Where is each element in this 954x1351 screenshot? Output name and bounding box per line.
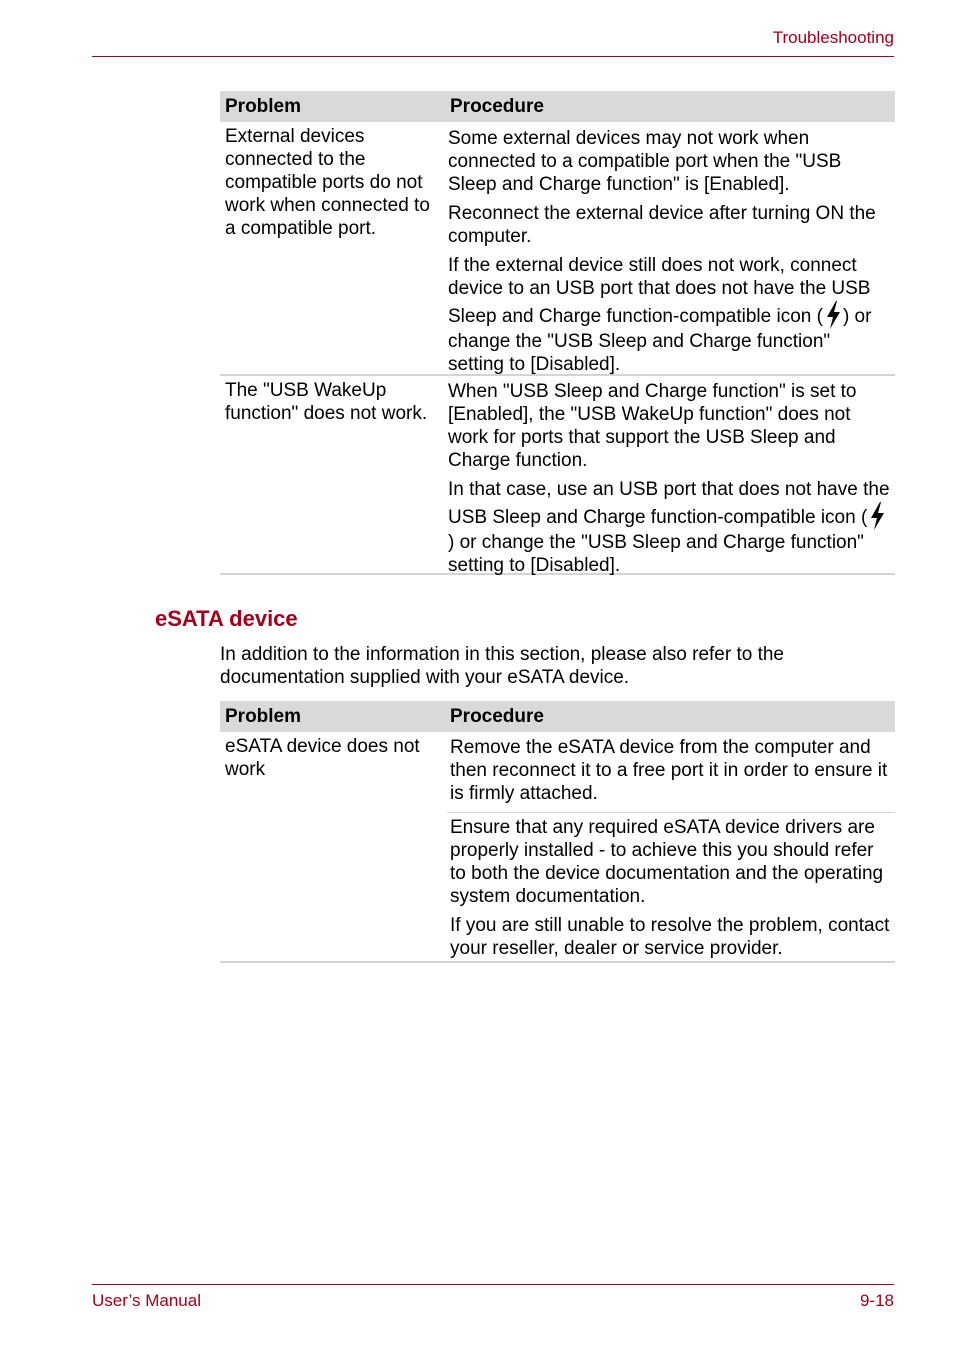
table-row: [220, 376, 895, 575]
table-row: [220, 122, 895, 376]
procedure-text-part: ) or change the "USB Sleep and Charge function" setting to [Disabled].: [448, 306, 872, 375]
footer-manual-title: User’s Manual: [92, 1291, 201, 1310]
procedure-cell: [445, 122, 895, 374]
esata-troubleshooting-table: [220, 701, 895, 963]
procedure-text: When "USB Sleep and Charge function" is set to [Enabled], the "USB WakeUp function" does not work for ports that support the USB Sleep and Charge function.: [448, 381, 857, 471]
column-header-problem: Problem: [225, 96, 302, 117]
lightning-bolt-icon: [867, 501, 887, 531]
procedure-subsection: [447, 812, 895, 966]
column-header-problem: Problem: [225, 706, 302, 727]
procedure-text: Ensure that any required eSATA device drivers are properly installed - to achieve this you should refer to both the device documentation and the operating system documentation.: [450, 817, 884, 907]
procedure-cell: [445, 732, 895, 961]
procedure-text: [445, 478, 895, 583]
table-header: [220, 701, 895, 732]
procedure-text-part: ) or change the "USB Sleep and Charge function" setting to [Disabled].: [448, 532, 864, 576]
procedure-cell: [445, 376, 895, 576]
procedure-text: [445, 254, 895, 382]
column-header-procedure: Procedure: [450, 96, 544, 117]
section-intro: In addition to the information in this section, please also refer to the documentation supplied with your eSATA device.: [220, 644, 784, 688]
procedure-text: Some external devices may not work when connected to a compatible port when the "USB Sleep and Charge function" is [Enabled].: [448, 128, 842, 195]
procedure-text: If you are still unable to resolve the problem, contact your reseller, dealer or service provider.: [450, 915, 890, 959]
table-row: [220, 732, 895, 963]
procedure-text-part: If the external device still does not work, connect device to an USB port that does not have the USB Sleep and Charge function-compatible icon (: [448, 255, 871, 327]
procedure-text: Remove the eSATA device from the computer and then reconnect it to a free port it in order to ensure it is firmly attached.: [450, 737, 888, 804]
running-header: Troubleshooting: [772, 28, 894, 47]
problem-cell: External devices connected to the compatible ports do not work when connected to a compatible port.: [225, 126, 430, 239]
column-header-procedure: Procedure: [450, 706, 544, 727]
problem-cell: eSATA device does not work: [225, 736, 420, 780]
table-header: [220, 91, 895, 122]
page-number: 9-18: [859, 1291, 894, 1310]
procedure-text-part: In that case, use an USB port that does not have the USB Sleep and Charge function-compatible icon (: [448, 479, 890, 528]
header-rule: [92, 56, 894, 57]
lightning-bolt-icon: [823, 300, 843, 330]
procedure-text: Reconnect the external device after turning ON the computer.: [448, 203, 876, 247]
problem-cell: The "USB WakeUp function" does not work.: [225, 380, 428, 424]
section-heading-esata: eSATA device: [155, 606, 298, 631]
usb-troubleshooting-table: [220, 91, 895, 575]
footer-rule: [92, 1284, 894, 1285]
